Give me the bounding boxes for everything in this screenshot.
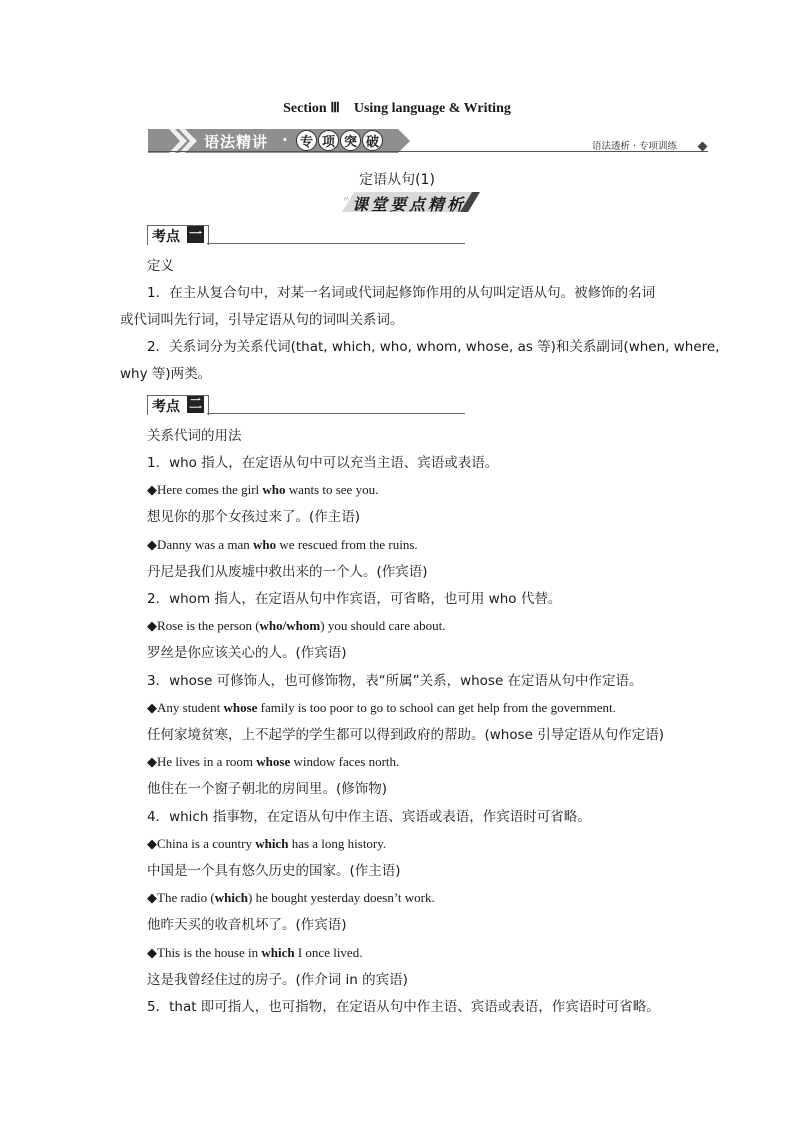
relative-word: whose [223, 699, 258, 715]
kaodian-2-label: 考点 [152, 399, 180, 415]
kaodian-2-header [147, 395, 467, 415]
example-sentence [147, 536, 707, 554]
svg-text:〃: 〃 [342, 195, 350, 204]
pill-1: 专 [296, 130, 317, 151]
kaodian-2-num: 二 [189, 397, 203, 412]
example-sentence [147, 835, 707, 853]
example-pre: ◆Rose is the person ( [147, 618, 260, 634]
example-pre: ◆Here comes the girl [147, 482, 263, 498]
example-post: ) he bought yesterday doesn’t work. [247, 890, 435, 906]
body-text-line: 3．whose 可修饰人，也可修饰物，表“所属”关系，whose 在定语从句中作定语。 [147, 672, 643, 689]
body-text-line: 5．that 即可指人，也可指物，在定语从句中作主语、宾语或表语，作宾语时可省略。 [147, 999, 660, 1015]
body-text-line: 任何家境贫寒，上不起学的学生都可以得到政府的帮助。(whose 引导定语从句作定语) [147, 727, 665, 743]
relative-word: which [255, 835, 289, 851]
kaodian-1-p2b: why 等)两类。 [120, 366, 212, 382]
body-text-line: 4．which 指事物，在定语从句中作主语、宾语或表语，作宾语时可省略。 [147, 808, 591, 825]
body-text-line: 罗丝是你应该关心的人。(作宾语) [147, 645, 347, 662]
example-pre: ◆Any student [147, 699, 224, 715]
kaodian-1-heading: 定义 [147, 258, 174, 274]
relative-word: which [261, 944, 295, 960]
example-sentence [147, 753, 707, 771]
pill-3: 突 [340, 130, 361, 151]
example-pre: ◆He lives in a room [147, 754, 257, 770]
example-sentence [147, 617, 707, 635]
example-post: window faces north. [290, 754, 400, 770]
banner-label: 语法精讲 [204, 133, 269, 151]
kaodian-2-heading: 关系代词的用法 [147, 428, 242, 444]
banner-right-label: 语法透析 · 专项训练 [592, 141, 678, 152]
example-post: wants to see you. [285, 482, 379, 498]
body-text-line: 他住在一个窗子朝北的房间里。(修饰物) [147, 781, 388, 798]
kaodian-1-label: 考点 [152, 229, 180, 245]
relative-word: who [253, 536, 277, 552]
kaodian-1-header [147, 225, 467, 245]
section-title: Section Ⅲ Using language & Writing [283, 101, 511, 116]
class-title: 课堂要点精析 [352, 195, 467, 214]
banner-pills [296, 130, 383, 151]
example-sentence [147, 944, 707, 962]
example-sentence [147, 481, 707, 499]
relative-word: which [214, 890, 248, 906]
body-text-line: 中国是一个具有悠久历史的国家。(作主语) [147, 863, 401, 879]
example-pre: ◆The radio ( [147, 890, 215, 906]
body-text-line: 想见你的那个女孩过来了。(作主语) [147, 509, 361, 526]
kaodian-1-rule [207, 243, 465, 244]
example-post: we rescued from the ruins. [276, 536, 418, 552]
body-text-line: 他昨天买的收音机坏了。(作宾语) [147, 917, 347, 934]
example-post: ) you should care about. [320, 618, 446, 634]
body-text-line: 1．who 指人，在定语从句中可以充当主语、宾语或表语。 [147, 455, 499, 471]
kaodian-1-p1b: 或代词叫先行词，引导定语从句的词叫关系词。 [120, 312, 404, 328]
kaodian-1-p2a: 2．关系词分为关系代词(that, which, who, whom, whose, as 等)和关系副词(when, where, [147, 339, 720, 355]
banner-dot: · [282, 131, 288, 149]
example-post: has a long history. [288, 835, 387, 851]
body-text-line: 2．whom 指人，在定语从句中作宾语，可省略，也可用 who 代替。 [147, 591, 562, 607]
relative-word: whose [256, 754, 291, 770]
body-text-line: 这是我曾经住过的房子。(作介词 in 的宾语) [147, 971, 408, 988]
example-pre: ◆China is a country [147, 835, 256, 851]
grammar-subtitle: 定语从句(1) [359, 172, 435, 188]
pill-2: 项 [318, 130, 339, 151]
example-sentence [147, 699, 707, 717]
example-pre: ◆This is the house in [147, 944, 262, 960]
kaodian-1-p1a: 1．在主从复合句中，对某一名词或代词起修饰作用的从句叫定语从句。被修饰的名词 [147, 285, 656, 301]
example-post: I once lived. [294, 944, 363, 960]
example-sentence [147, 889, 707, 907]
pill-4: 破 [362, 130, 383, 151]
example-post: family is too poor to go to school can get help from the government. [257, 699, 616, 715]
relative-word: who/whom [259, 618, 321, 634]
kaodian-2-rule [207, 413, 465, 414]
relative-word: who [262, 482, 286, 498]
body-text-line: 丹尼是我们从废墟中救出来的一个人。(作宾语) [147, 563, 428, 580]
example-pre: ◆Danny was a man [147, 536, 254, 552]
kaodian-1-num: 一 [189, 227, 203, 242]
